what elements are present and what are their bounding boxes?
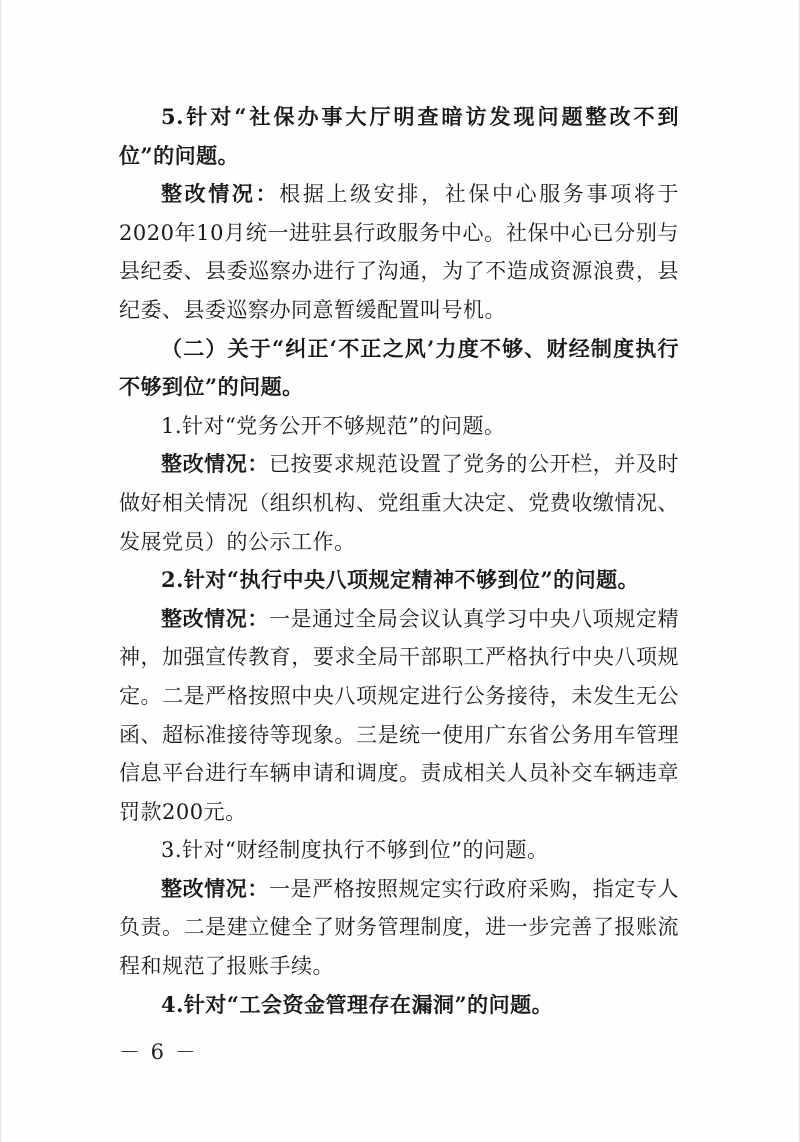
paragraph-text: 一是严格按照规定实行政府采购，指定专人负责。二是建立健全了财务管理制度，进一步完善了报账流程和规范了报账手续。	[119, 876, 680, 979]
document-body	[119, 98, 679, 1024]
item-4-heading	[119, 986, 679, 1025]
paragraph-1-rectification	[119, 445, 679, 561]
item-3-title: 3.针对“财经制度执行不够到位”的问题。	[161, 838, 549, 863]
paragraph-text: 已按要求规范设置了党务的公开栏，并及时做好相关情况（组织机构、党组重大决定、党费收缴情况、发展党员）的公示工作。	[119, 452, 680, 554]
item-2-heading	[119, 561, 679, 600]
paragraph-3-rectification	[119, 870, 679, 986]
item-5-title: 5.针对“社保办事大厅明查暗访发现问题整改不到位”的问题。	[119, 104, 679, 168]
page-number: － 6 －	[119, 1040, 198, 1064]
section-2-heading	[119, 330, 679, 407]
rectification-label: 整改情况：	[161, 181, 280, 207]
item-4-title: 4.针对“工会资金管理存在漏洞”的问题。	[161, 991, 554, 1017]
section-title: （二）关于“纠正‘不正之风’力度不够、财经制度执行不够到位”的问题。	[119, 335, 679, 400]
item-1-title: 1.针对“党务公开不够规范”的问题。	[161, 413, 506, 438]
item-2-title: 2.针对“执行中央八项规定精神不够到位”的问题。	[161, 567, 640, 593]
paragraph-text: 根据上级安排，社保中心服务事项将于2020年10月统一进驻县行政服务中心。社保中心已分别与县纪委、县委巡察办进行了沟通，为了不造成资源浪费，县纪委、县委巡察办同意暂缓配置叫号机。	[119, 182, 680, 322]
item-3-heading	[119, 831, 679, 870]
item-1-heading	[119, 407, 679, 446]
paragraph-text: 一是通过全局会议认真学习中央八项规定精神，加强宣传教育，要求全局干部职工严格执行中央八项规定。二是严格按照中央八项规定进行公务接待，未发生无公函、超标准接待等现象。三是统一使用广东省公务用车管理信息平台进行车辆申请和调度。责成相关人员补交车辆违章罚款200元。	[119, 606, 680, 824]
rectification-label: 整改情况：	[161, 451, 269, 477]
rectification-label: 整改情况：	[161, 875, 269, 901]
rectification-label: 整改情况：	[161, 605, 269, 631]
paragraph-5-rectification	[119, 175, 679, 329]
paragraph-2-rectification	[119, 600, 679, 832]
paragraph-5-heading	[119, 98, 679, 175]
